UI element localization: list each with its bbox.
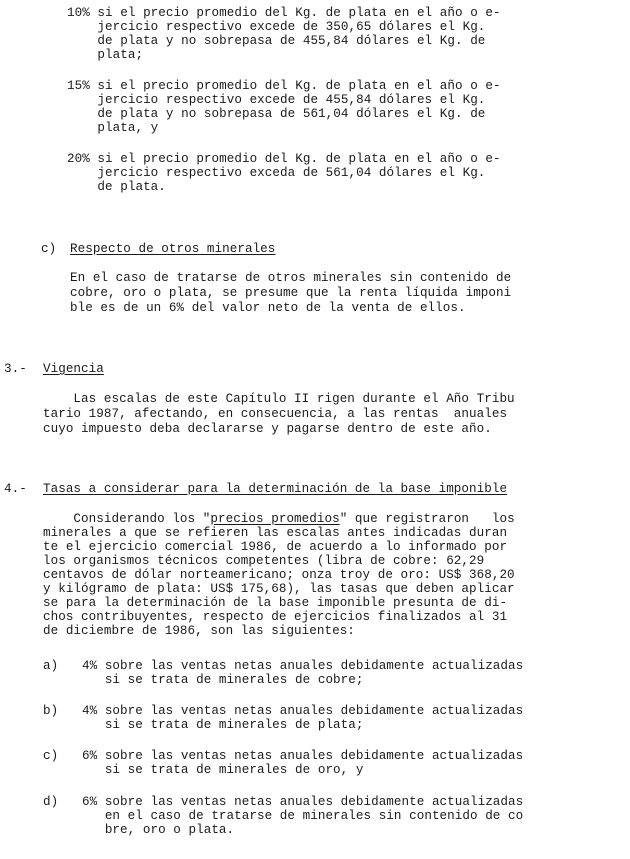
section-4-intro-underlined: precios promedios — [210, 512, 340, 526]
silver-rate-15-line: de plata y no sobrepasa de 561,04 dólares el Kg. de — [67, 107, 486, 121]
section-3-paragraph-line: tario 1987, afectando, en consecuencia, a las rentas anuales — [43, 407, 508, 421]
rate-item-b-line: si se trata de minerales de plata; — [82, 718, 364, 732]
section-4-intro-before: Considerando los " — [43, 512, 211, 526]
silver-rate-15-line: jercicio respectivo excede de 455,84 dólares el Kg. — [67, 93, 486, 107]
silver-rate-20-line: jercicio respectivo exceda de 561,04 dólares el Kg. — [67, 166, 486, 180]
rate-item-d-line: 6% sobre las ventas netas anuales debidamente actualizadas — [82, 795, 524, 809]
section-3-number: 3.- — [4, 362, 27, 376]
section-3-paragraph-line: Las escalas de este Capítulo II rigen durante el Año Tribu — [43, 392, 515, 406]
section-3-paragraph-line: cuyo impuesto deba declararse y pagarse dentro de este año. — [43, 422, 492, 436]
section-4-intro-line — [43, 512, 515, 526]
section-4-title: Tasas a considerar para la determinación de la base imponible — [43, 482, 508, 496]
section-4-paragraph-line: centavos de dólar norteamericano; onza troy de oro: US$ 368,20 — [43, 568, 515, 582]
section-4-paragraph-line: los organismos técnicos competentes (libra de cobre: 62,29 — [43, 554, 485, 568]
rate-item-a-line: 4% sobre las ventas netas anuales debidamente actualizadas — [82, 659, 524, 673]
silver-rate-10-line: jercicio respectivo excede de 350,65 dólares el Kg. — [67, 20, 486, 34]
silver-rate-10-line: 10% si el precio promedio del Kg. de plata en el año o e- — [67, 6, 501, 20]
silver-rate-20-line: de plata. — [67, 180, 166, 194]
section-c-paragraph-line: cobre, oro o plata, se presume que la renta líquida imponi — [70, 286, 512, 300]
rate-item-c-line: 6% sobre las ventas netas anuales debidamente actualizadas — [82, 749, 524, 763]
section-4-paragraph-line: te el ejercicio comercial 1986, de acuerdo a lo informado por — [43, 540, 508, 554]
section-4-paragraph-line: chos contribuyentes, respecto de ejercicios finalizados al 31 — [43, 610, 508, 624]
silver-rate-10-line: plata; — [67, 48, 144, 62]
section-4-paragraph-line: de diciembre de 1986, son las siguientes: — [43, 624, 355, 638]
section-c-paragraph-line: En el caso de tratarse de otros minerales sin contenido de — [70, 271, 512, 285]
rate-item-b-line: 4% sobre las ventas netas anuales debidamente actualizadas — [82, 704, 524, 718]
rate-item-d-label: d) — [43, 795, 59, 809]
rate-item-c-line: si se trata de minerales de oro, y — [82, 763, 364, 777]
silver-rate-20-line: 20% si el precio promedio del Kg. de plata en el año o e- — [67, 152, 501, 166]
rate-item-c-label: c) — [43, 749, 59, 763]
section-3-title: Vigencia — [43, 362, 104, 376]
rate-item-a-label: a) — [43, 659, 59, 673]
section-4-paragraph-line: y kilógramo de plata: US$ 175,68), las tasas que deben aplicar — [43, 582, 515, 596]
section-4-paragraph-line: se para la determinación de la base imponible presunta de di- — [43, 596, 508, 610]
section-c-label: c) — [41, 242, 57, 256]
section-c-title: Respecto de otros minerales — [70, 242, 276, 256]
section-4-number: 4.- — [4, 482, 27, 496]
section-4-intro-after: " que registraron los — [339, 512, 515, 526]
rate-item-d-line: en el caso de tratarse de minerales sin contenido de co — [82, 809, 524, 823]
silver-rate-15-line: 15% si el precio promedio del Kg. de plata en el año o e- — [67, 79, 501, 93]
section-4-paragraph-line: minerales a que se refieren las escalas antes indicadas duran — [43, 526, 508, 540]
rate-item-d-line: bre, oro o plata. — [82, 823, 235, 837]
silver-rate-10-line: de plata y no sobrepasa de 455,84 dólares el Kg. de — [67, 34, 486, 48]
rate-item-b-label: b) — [43, 704, 59, 718]
silver-rate-15-line: plata, y — [67, 121, 159, 135]
rate-item-a-line: si se trata de minerales de cobre; — [82, 673, 364, 687]
section-c-paragraph-line: ble es de un 6% del valor neto de la venta de ellos. — [70, 301, 466, 315]
